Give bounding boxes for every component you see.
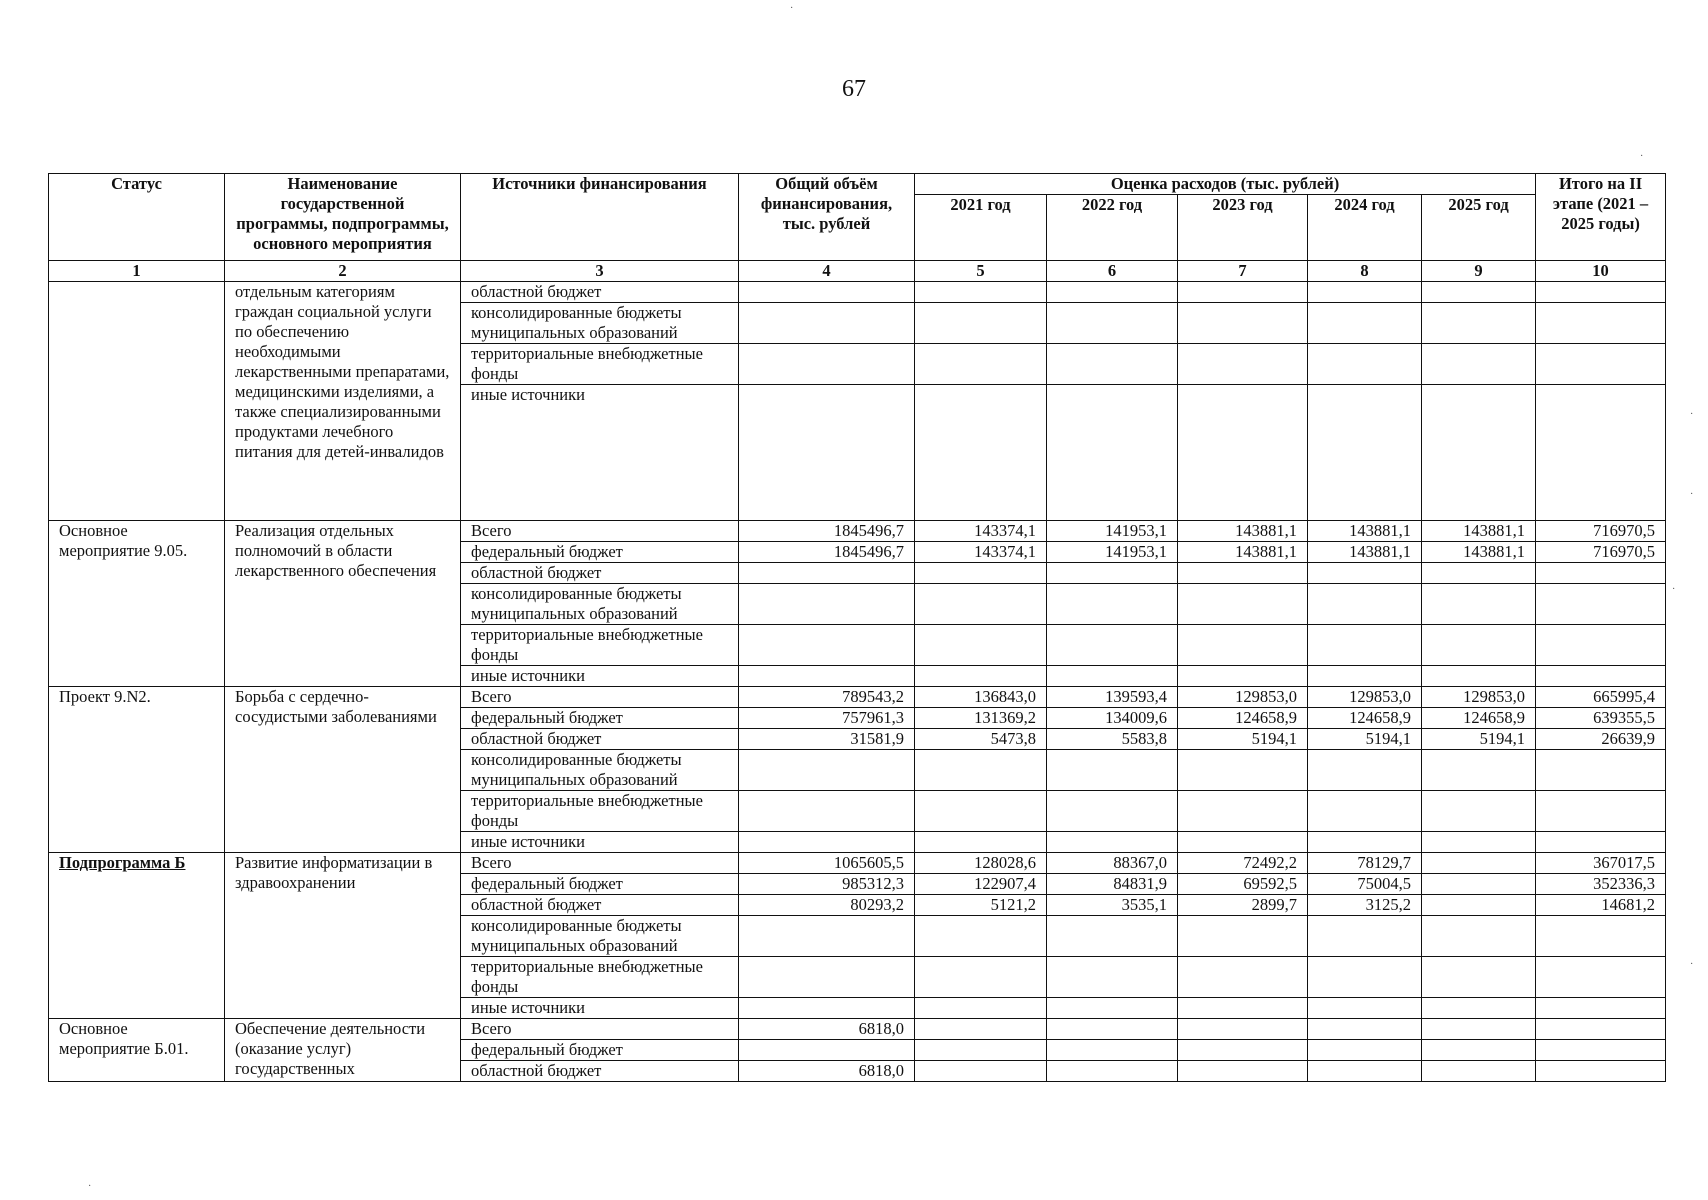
cell-year-value [1422, 916, 1536, 957]
column-number: 7 [1178, 261, 1308, 282]
row-program-name: Обеспечение деятельности (оказание услуг) государственных [225, 1019, 461, 1082]
row-program-name: отдельным категориям граждан социальной услуги по обеспечению необходимыми лекарственными препаратами, медицинскими изделиями, а также специализированными продуктами лечебного питания для детей-инвалидов [225, 282, 461, 521]
cell-total-volume [739, 625, 915, 666]
cell-year-value: 141953,1 [1047, 521, 1178, 542]
cell-total-volume [739, 563, 915, 584]
row-financing-source: территориальные внебюджетные фонды [461, 791, 739, 832]
cell-stage-total: 639355,5 [1536, 708, 1666, 729]
column-number: 6 [1047, 261, 1178, 282]
cell-total-volume: 1845496,7 [739, 521, 915, 542]
row-status-label: Основное мероприятие Б.01. [59, 1019, 189, 1058]
cell-year-value: 5121,2 [915, 895, 1047, 916]
row-financing-source: территориальные внебюджетные фонды [461, 344, 739, 385]
cell-year-value [1047, 625, 1178, 666]
cell-year-value: 5194,1 [1178, 729, 1308, 750]
row-financing-source: областной бюджет [461, 729, 739, 750]
cell-year-value [1178, 344, 1308, 385]
cell-year-value [1178, 750, 1308, 791]
header-year: 2021 год [915, 195, 1047, 261]
row-financing-source: консолидированные бюджеты муниципальных образований [461, 303, 739, 344]
row-financing-source: областной бюджет [461, 1061, 739, 1082]
cell-stage-total [1536, 385, 1666, 521]
table-row [49, 282, 1666, 303]
column-number: 3 [461, 261, 739, 282]
cell-year-value: 143374,1 [915, 542, 1047, 563]
cell-year-value [1047, 344, 1178, 385]
cell-year-value [915, 957, 1047, 998]
cell-year-value [1308, 385, 1422, 521]
cell-year-value [1047, 957, 1178, 998]
cell-year-value [1422, 874, 1536, 895]
row-financing-source: Всего [461, 521, 739, 542]
row-program-name: Борьба с сердечно-сосудистыми заболеваниями [225, 687, 461, 853]
cell-year-value [1422, 832, 1536, 853]
cell-year-value [1178, 998, 1308, 1019]
cell-year-value [1178, 666, 1308, 687]
cell-year-value [915, 584, 1047, 625]
cell-year-value [915, 1040, 1047, 1061]
cell-year-value: 124658,9 [1178, 708, 1308, 729]
financing-table [48, 173, 1666, 1082]
table-row [49, 521, 1666, 542]
cell-year-value [1047, 1040, 1178, 1061]
cell-year-value: 5194,1 [1422, 729, 1536, 750]
cell-year-value [1047, 584, 1178, 625]
cell-total-volume: 1065605,5 [739, 853, 915, 874]
cell-year-value: 5473,8 [915, 729, 1047, 750]
cell-total-volume [739, 282, 915, 303]
cell-year-value [1308, 563, 1422, 584]
row-financing-source: федеральный бюджет [461, 708, 739, 729]
cell-year-value: 124658,9 [1422, 708, 1536, 729]
cell-year-value: 5194,1 [1308, 729, 1422, 750]
cell-total-volume [739, 998, 915, 1019]
cell-stage-total [1536, 344, 1666, 385]
row-financing-source: областной бюджет [461, 895, 739, 916]
cell-year-value: 88367,0 [1047, 853, 1178, 874]
cell-year-value [1047, 1019, 1178, 1040]
cell-year-value: 143881,1 [1178, 521, 1308, 542]
cell-year-value [1422, 998, 1536, 1019]
row-financing-source: Всего [461, 853, 739, 874]
cell-stage-total [1536, 957, 1666, 998]
row-status-label: Основное мероприятие 9.05. [59, 521, 188, 560]
column-number: 5 [915, 261, 1047, 282]
cell-year-value: 72492,2 [1178, 853, 1308, 874]
cell-year-value [915, 666, 1047, 687]
cell-year-value [915, 385, 1047, 521]
cell-stage-total [1536, 1040, 1666, 1061]
cell-total-volume [739, 344, 915, 385]
cell-year-value: 143881,1 [1178, 542, 1308, 563]
row-program-name: Развитие информатизации в здравоохранении [225, 853, 461, 1019]
cell-year-value [1178, 957, 1308, 998]
cell-year-value: 136843,0 [915, 687, 1047, 708]
cell-total-volume: 985312,3 [739, 874, 915, 895]
cell-year-value: 5583,8 [1047, 729, 1178, 750]
page-number: 67 [842, 76, 866, 102]
cell-year-value [1308, 303, 1422, 344]
cell-year-value [1047, 303, 1178, 344]
cell-year-value: 129853,0 [1178, 687, 1308, 708]
cell-stage-total [1536, 666, 1666, 687]
scan-speck: · [790, 3, 794, 14]
header-status: Статус [49, 174, 225, 261]
cell-stage-total [1536, 303, 1666, 344]
table-row [49, 1019, 1666, 1040]
row-status [49, 282, 225, 521]
cell-stage-total [1536, 916, 1666, 957]
cell-year-value [1422, 344, 1536, 385]
cell-total-volume: 6818,0 [739, 1019, 915, 1040]
cell-year-value [915, 1061, 1047, 1082]
row-status [49, 521, 225, 687]
row-financing-source: консолидированные бюджеты муниципальных образований [461, 916, 739, 957]
row-financing-source: иные источники [461, 832, 739, 853]
cell-year-value [1178, 1040, 1308, 1061]
cell-stage-total: 352336,3 [1536, 874, 1666, 895]
column-number: 2 [225, 261, 461, 282]
row-financing-source: областной бюджет [461, 563, 739, 584]
cell-stage-total [1536, 1061, 1666, 1082]
cell-year-value [915, 916, 1047, 957]
cell-stage-total: 26639,9 [1536, 729, 1666, 750]
cell-year-value [1178, 1061, 1308, 1082]
cell-year-value [1047, 385, 1178, 521]
cell-total-volume [739, 832, 915, 853]
cell-year-value [1308, 832, 1422, 853]
cell-year-value [1178, 625, 1308, 666]
cell-year-value [915, 791, 1047, 832]
row-program-name: Реализация отдельных полномочий в области лекарственного обеспечения [225, 521, 461, 687]
cell-year-value: 122907,4 [915, 874, 1047, 895]
cell-year-value [915, 303, 1047, 344]
cell-year-value [1178, 584, 1308, 625]
cell-year-value [915, 282, 1047, 303]
cell-year-value: 124658,9 [1308, 708, 1422, 729]
cell-year-value [1308, 750, 1422, 791]
cell-year-value: 143881,1 [1308, 542, 1422, 563]
cell-year-value [1308, 916, 1422, 957]
row-status-label: Проект 9.N2. [59, 687, 151, 706]
row-financing-source: иные источники [461, 385, 739, 521]
cell-year-value: 84831,9 [1047, 874, 1178, 895]
cell-year-value [1047, 916, 1178, 957]
scan-speck: · [1690, 489, 1694, 500]
cell-year-value [1047, 998, 1178, 1019]
cell-total-volume [739, 303, 915, 344]
cell-year-value [1308, 957, 1422, 998]
cell-year-value [1422, 385, 1536, 521]
cell-total-volume [739, 750, 915, 791]
row-financing-source: Всего [461, 687, 739, 708]
header-year: 2024 год [1308, 195, 1422, 261]
cell-total-volume: 31581,9 [739, 729, 915, 750]
cell-year-value [1308, 666, 1422, 687]
cell-year-value [1308, 1040, 1422, 1061]
cell-total-volume [739, 385, 915, 521]
row-financing-source: консолидированные бюджеты муниципальных образований [461, 584, 739, 625]
cell-stage-total [1536, 282, 1666, 303]
cell-stage-total [1536, 750, 1666, 791]
column-number: 10 [1536, 261, 1666, 282]
cell-year-value [1047, 282, 1178, 303]
cell-year-value [1422, 1061, 1536, 1082]
cell-stage-total: 716970,5 [1536, 521, 1666, 542]
cell-year-value [1308, 1061, 1422, 1082]
row-financing-source: федеральный бюджет [461, 542, 739, 563]
cell-year-value [1178, 832, 1308, 853]
cell-year-value: 129853,0 [1422, 687, 1536, 708]
row-status [49, 853, 225, 1019]
cell-total-volume [739, 916, 915, 957]
cell-year-value [1308, 344, 1422, 385]
cell-year-value: 129853,0 [1308, 687, 1422, 708]
cell-year-value [1422, 853, 1536, 874]
cell-stage-total [1536, 1019, 1666, 1040]
cell-year-value [1308, 625, 1422, 666]
cell-year-value [915, 750, 1047, 791]
cell-year-value: 131369,2 [915, 708, 1047, 729]
cell-year-value: 134009,6 [1047, 708, 1178, 729]
row-financing-source: областной бюджет [461, 282, 739, 303]
row-financing-source: территориальные внебюджетные фонды [461, 957, 739, 998]
cell-total-volume [739, 957, 915, 998]
cell-stage-total [1536, 625, 1666, 666]
cell-stage-total: 14681,2 [1536, 895, 1666, 916]
cell-total-volume: 789543,2 [739, 687, 915, 708]
row-status [49, 687, 225, 853]
cell-year-value [915, 832, 1047, 853]
scan-speck: · [1690, 409, 1694, 420]
cell-year-value [1422, 563, 1536, 584]
row-financing-source: консолидированные бюджеты муниципальных образований [461, 750, 739, 791]
cell-year-value [1047, 750, 1178, 791]
table-row [49, 853, 1666, 874]
cell-total-volume: 757961,3 [739, 708, 915, 729]
scan-speck: · [1640, 151, 1644, 162]
cell-year-value [1422, 1040, 1536, 1061]
header-name: Наименование государственной программы, подпрограммы, основного мероприятия [225, 174, 461, 261]
cell-year-value: 3535,1 [1047, 895, 1178, 916]
column-number: 9 [1422, 261, 1536, 282]
cell-year-value [1047, 1061, 1178, 1082]
header-total-volume: Общий объём финансирования, тыс. рублей [739, 174, 915, 261]
cell-year-value: 75004,5 [1308, 874, 1422, 895]
header-estimate: Оценка расходов (тыс. рублей) [915, 174, 1536, 195]
header-year: 2023 год [1178, 195, 1308, 261]
table-body [49, 282, 1666, 1082]
cell-total-volume: 6818,0 [739, 1061, 915, 1082]
cell-year-value: 143881,1 [1422, 521, 1536, 542]
cell-total-volume [739, 791, 915, 832]
cell-year-value [1422, 303, 1536, 344]
cell-year-value: 141953,1 [1047, 542, 1178, 563]
cell-year-value: 3125,2 [1308, 895, 1422, 916]
cell-stage-total: 716970,5 [1536, 542, 1666, 563]
row-status [49, 1019, 225, 1082]
header-year: 2022 год [1047, 195, 1178, 261]
header-sources: Источники финансирования [461, 174, 739, 261]
cell-year-value: 69592,5 [1178, 874, 1308, 895]
column-number: 1 [49, 261, 225, 282]
cell-year-value [1178, 282, 1308, 303]
scan-speck: · [1672, 584, 1676, 595]
cell-year-value [1178, 303, 1308, 344]
cell-stage-total [1536, 791, 1666, 832]
cell-year-value [1047, 791, 1178, 832]
cell-year-value [1178, 563, 1308, 584]
cell-year-value [915, 998, 1047, 1019]
cell-year-value: 143374,1 [915, 521, 1047, 542]
cell-year-value [1308, 282, 1422, 303]
cell-year-value [1422, 750, 1536, 791]
cell-year-value: 143881,1 [1308, 521, 1422, 542]
cell-year-value: 139593,4 [1047, 687, 1178, 708]
cell-year-value [1047, 832, 1178, 853]
cell-total-volume [739, 666, 915, 687]
cell-year-value [1308, 791, 1422, 832]
cell-year-value [1178, 916, 1308, 957]
row-financing-source: федеральный бюджет [461, 1040, 739, 1061]
cell-total-volume [739, 1040, 915, 1061]
scan-speck: · [88, 1181, 92, 1192]
cell-stage-total [1536, 563, 1666, 584]
row-financing-source: иные источники [461, 998, 739, 1019]
row-financing-source: территориальные внебюджетные фонды [461, 625, 739, 666]
cell-year-value [915, 563, 1047, 584]
cell-year-value [1178, 791, 1308, 832]
cell-year-value [1422, 584, 1536, 625]
row-status-label: Подпрограмма Б [59, 853, 186, 872]
cell-year-value [1308, 998, 1422, 1019]
column-number-row [49, 261, 1666, 282]
cell-year-value [1422, 666, 1536, 687]
cell-year-value [915, 344, 1047, 385]
cell-year-value [1422, 895, 1536, 916]
cell-year-value [1422, 282, 1536, 303]
cell-stage-total: 367017,5 [1536, 853, 1666, 874]
cell-stage-total: 665995,4 [1536, 687, 1666, 708]
cell-year-value [1047, 666, 1178, 687]
row-financing-source: федеральный бюджет [461, 874, 739, 895]
header-year: 2025 год [1422, 195, 1536, 261]
row-financing-source: иные источники [461, 666, 739, 687]
cell-year-value [1178, 385, 1308, 521]
column-number: 8 [1308, 261, 1422, 282]
row-financing-source: Всего [461, 1019, 739, 1040]
cell-stage-total [1536, 998, 1666, 1019]
cell-year-value [1308, 1019, 1422, 1040]
cell-year-value [1422, 791, 1536, 832]
cell-total-volume: 80293,2 [739, 895, 915, 916]
cell-year-value: 2899,7 [1178, 895, 1308, 916]
cell-year-value [915, 625, 1047, 666]
cell-year-value: 78129,7 [1308, 853, 1422, 874]
table-row [49, 687, 1666, 708]
scan-speck: · [1690, 959, 1694, 970]
cell-year-value [1047, 563, 1178, 584]
cell-year-value: 143881,1 [1422, 542, 1536, 563]
cell-total-volume [739, 584, 915, 625]
header-stage-total: Итого на II этапе (2021 – 2025 годы) [1536, 174, 1666, 261]
cell-total-volume: 1845496,7 [739, 542, 915, 563]
cell-year-value: 128028,6 [915, 853, 1047, 874]
cell-year-value [1422, 625, 1536, 666]
cell-year-value [1178, 1019, 1308, 1040]
cell-stage-total [1536, 832, 1666, 853]
cell-year-value [1308, 584, 1422, 625]
cell-year-value [1422, 1019, 1536, 1040]
cell-year-value [1422, 957, 1536, 998]
cell-year-value [915, 1019, 1047, 1040]
column-number: 4 [739, 261, 915, 282]
cell-stage-total [1536, 584, 1666, 625]
